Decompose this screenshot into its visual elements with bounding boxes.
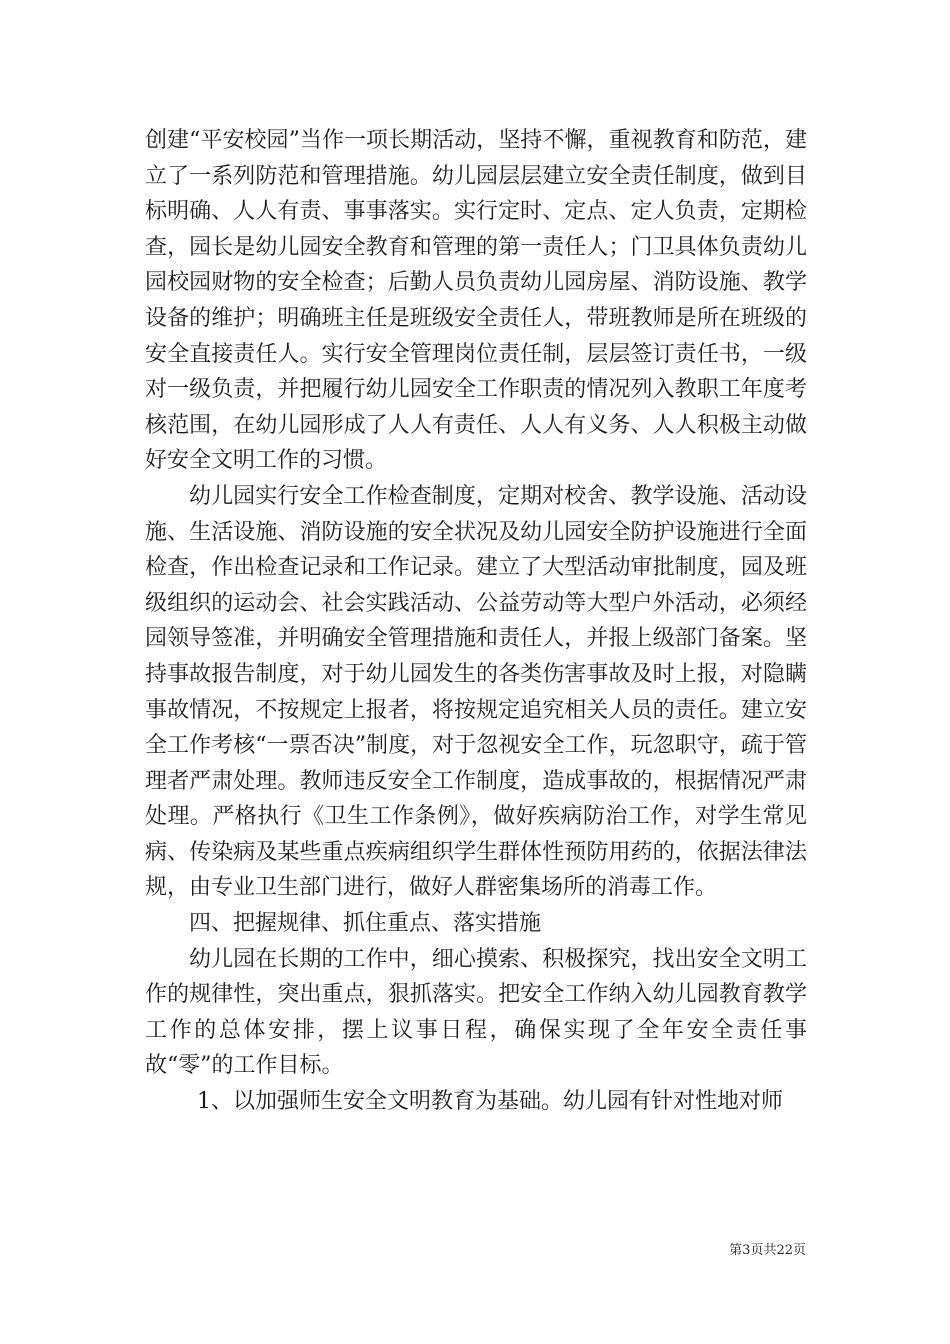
paragraph-inspection-system: 幼儿园实行安全工作检查制度，定期对校舍、教学设施、活动设施、生活设施、消防设施的安全状况及幼儿园安全防护设施进行全面检查，作出检查记录和工作记录。建立了大型活动审批制度，园及班级组织的运动会、社会实践活动、公益劳动等大型户外活动，必须经园领导签准，并明确安全管理措施和责任人，并报上级部门备案。坚持事故报告制度，对于幼儿园发生的各类伤害事故及时上报，对隐瞒事故情况，不按规定上报者，将按规定追究相关人员的责任。建立安全工作考核“一票否决”制度，对于忽视安全工作，玩忽职守，疏于管理者严肃处理。教师违反安全工作制度，造成事故的，根据情况严肃处理。严格执行《卫生工作条例》，做好疾病防治工作，对学生常见病、传染病及某些重点疾病组织学生群体性预防用药的，依据法律法规，由专业卫生部门进行，做好人群密集场所的消毒工作。 (145, 483, 807, 901)
document-body (145, 123, 807, 1120)
page-number-footer: 第3页共22页 (729, 1243, 806, 1258)
paragraph-item-one: 1、以加强师生安全文明教育为基础。幼儿园有针对性地对师 (197, 1089, 783, 1115)
paragraph-responsibility-system: 创建“平安校园”当作一项长期活动，坚持不懈，重视教育和防范，建立了一系列防范和管理措施。幼儿园层层建立安全责任制度，做到目标明确、人人有责、事事落实。实行定时、定点、定人负责，定期检查，园长是幼儿园安全教育和管理的第一责任人；门卫具体负责幼儿园校园财物的安全检查；后勤人员负责幼儿园房屋、消防设施、教学设备的维护；明确班主任是班级安全责任人，带班教师是所在班级的安全直接责任人。实行安全管理岗位责任制，层层签订责任书，一级对一级负责，并把履行幼儿园安全工作职责的情况列入教职工年度考核范围，在幼儿园形成了人人有责任、人人有义务、人人积极主动做好安全文明工作的习惯。 (145, 128, 807, 474)
section-heading-four: 四、把握规律、抓住重点、落实措施 (189, 911, 542, 937)
paragraph-work-rules: 幼儿园在长期的工作中，细心摸索、积极探究，找出安全文明工作的规律性，突出重点，狠抓落实。把安全工作纳入幼儿园教育教学工作的总体安排，摆上议事日程，确保实现了全年安全责任事故“零”的工作目标。 (145, 946, 807, 1079)
